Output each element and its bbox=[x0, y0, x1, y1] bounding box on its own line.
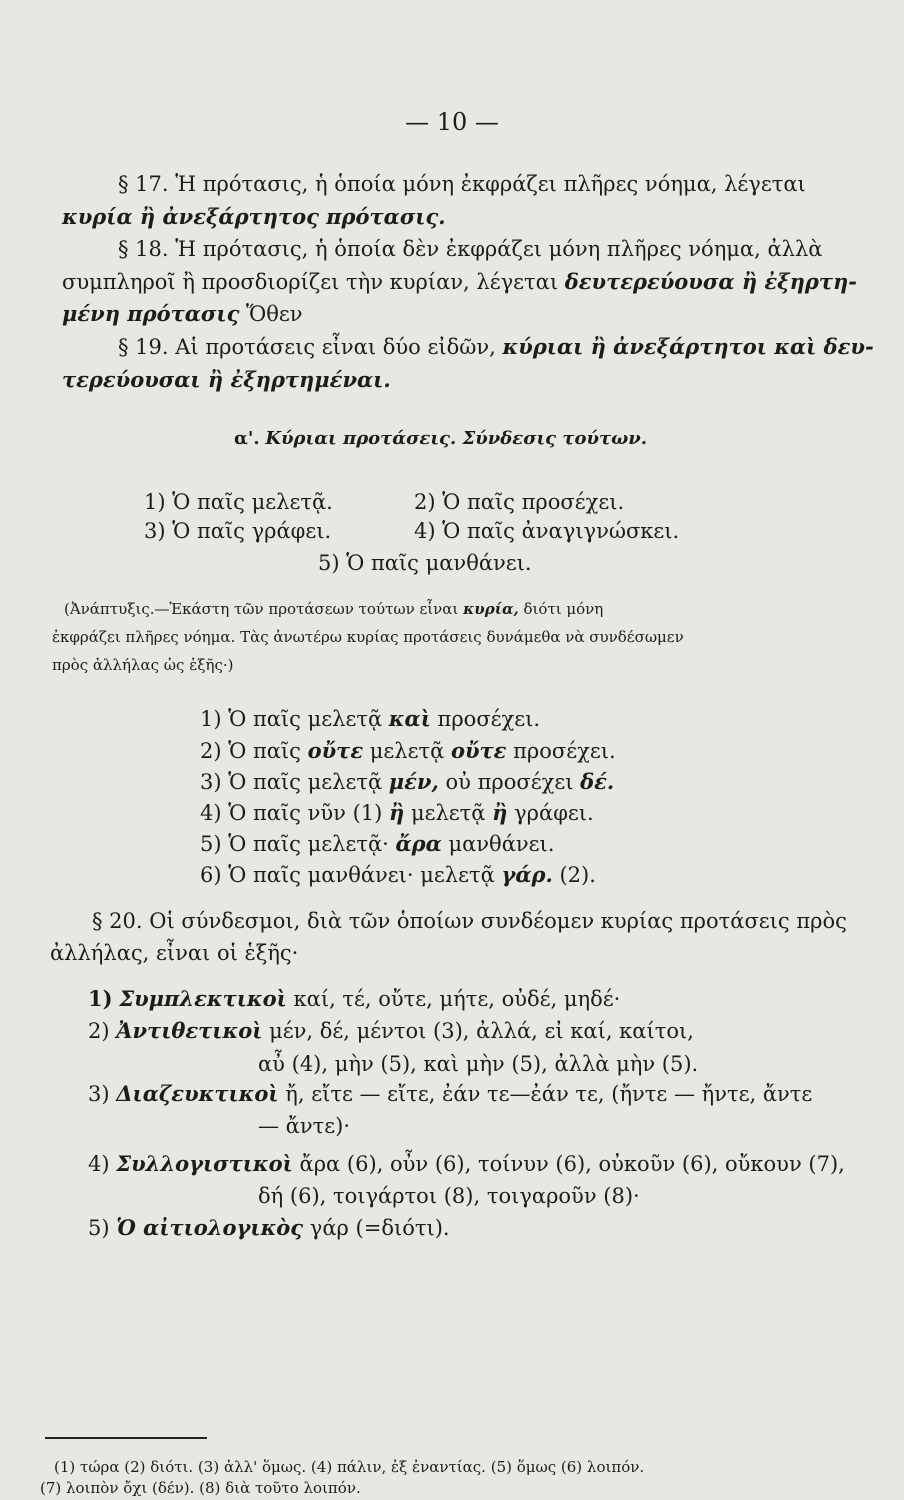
anaptyxis-line1-b: Ἑκάστη τῶν προτάσεων τούτων εἶναι bbox=[169, 600, 459, 618]
anaptyxis-line3: πρὸς ἀλλήλας ὡς ἑξῆς·) bbox=[52, 656, 234, 674]
combined-4-a: 4) Ὁ παῖς νῦν (1) bbox=[200, 801, 389, 825]
combined-1 bbox=[200, 705, 540, 733]
combined-6-c: (2). bbox=[552, 863, 596, 887]
conj-3-text: ἤ, εἴτε — εἴτε, ἐάν τε—ἐάν τε, (ἤντε — ἤντε, ἄντε bbox=[285, 1082, 813, 1106]
conj-5-num: 5) bbox=[88, 1216, 110, 1240]
example-1: 1) Ὁ παῖς μελετᾷ. bbox=[144, 490, 333, 514]
combined-3 bbox=[200, 768, 614, 796]
conj-5 bbox=[88, 1214, 450, 1242]
combined-6 bbox=[200, 861, 596, 889]
section-heading-prefix: α'. bbox=[234, 428, 260, 449]
conj-3-name: Διαζευκτικοὶ bbox=[116, 1081, 279, 1106]
conj-1-text: καί, τέ, οὔτε, μήτε, οὐδέ, μηδέ· bbox=[293, 987, 621, 1011]
footnote-rule bbox=[45, 1437, 207, 1439]
anaptyxis-line1-bold: κυρία, bbox=[463, 600, 519, 618]
combined-2-e: προσέχει. bbox=[506, 739, 616, 763]
conj-5-text: γάρ (=διότι). bbox=[309, 1216, 450, 1240]
conj-5-name: Ὁ αἰτιολογικὸς bbox=[116, 1215, 304, 1240]
conj-2-num: 2) bbox=[88, 1019, 110, 1043]
par18-line2-plain: συμπληροῖ ἢ προσδιορίζει τὴν κυρίαν, λέγεται bbox=[62, 270, 559, 294]
par17-line2: κυρία ἢ ἀνεξάρτητος πρότασις. bbox=[62, 204, 446, 229]
example-5: 5) Ὁ παῖς μανθάνει. bbox=[318, 551, 532, 575]
conj-3 bbox=[88, 1080, 812, 1108]
par18-line2 bbox=[62, 268, 857, 296]
par18-line3 bbox=[62, 300, 303, 328]
combined-4-c: μελετᾷ bbox=[404, 801, 493, 825]
combined-4-d: ἢ bbox=[492, 800, 508, 825]
combined-2-d: οὔτε bbox=[450, 738, 507, 763]
conj-1-num: 1) bbox=[88, 986, 113, 1011]
page-number: — 10 — bbox=[405, 108, 499, 136]
conj-2 bbox=[88, 1017, 694, 1045]
combined-4 bbox=[200, 799, 594, 827]
conj-4 bbox=[88, 1150, 845, 1178]
par17-line1: § 17. Ἡ πρότασις, ἡ ὁποία μόνη ἐκφράζει πλῆρες νόημα, λέγεται bbox=[118, 172, 806, 196]
conj-1-name: Συμπλεκτικοὶ bbox=[119, 986, 287, 1011]
combined-5-a: 5) Ὁ παῖς μελετᾷ· bbox=[200, 832, 396, 856]
combined-6-b: γάρ. bbox=[501, 862, 553, 887]
combined-3-d: δέ. bbox=[580, 769, 615, 794]
combined-2-a: 2) Ὁ παῖς bbox=[200, 739, 308, 763]
par18-line3-bold: μένη πρότασις bbox=[62, 301, 240, 326]
par19-line1-plain: § 19. Αἱ προτάσεις εἶναι δύο εἰδῶν, bbox=[118, 335, 496, 359]
footnote-line1: (1) τώρα (2) διότι. (3) ἀλλ' ὅμως. (4) πάλιν, ἐξ ἐναντίας. (5) ὅμως (6) λοιπόν. bbox=[54, 1458, 645, 1476]
anaptyxis-line1-a: (Ἀνάπτυξις.— bbox=[64, 600, 170, 618]
example-2: 2) Ὁ παῖς προσέχει. bbox=[414, 490, 625, 514]
anaptyxis-line1 bbox=[64, 598, 603, 620]
combined-3-a: 3) Ὁ παῖς μελετᾷ bbox=[200, 770, 389, 794]
combined-2 bbox=[200, 737, 616, 765]
par18-line1: § 18. Ἡ πρότασις, ἡ ὁποία δὲν ἐκφράζει μόνη πλῆρες νόημα, ἀλλὰ bbox=[118, 237, 823, 261]
combined-1-a: 1) Ὁ παῖς μελετᾷ bbox=[200, 707, 389, 731]
anaptyxis-line2: ἐκφράζει πλῆρες νόημα. Τὰς ἀνωτέρω κυρίας προτάσεις δυνάμεθα νὰ συνδέσωμεν bbox=[52, 628, 684, 646]
conj-4-num: 4) bbox=[88, 1152, 110, 1176]
combined-3-b: μέν, bbox=[388, 769, 439, 794]
section-heading-title: Κύριαι προτάσεις. Σύνδεσις τούτων. bbox=[265, 428, 648, 449]
par20-line1: § 20. Οἱ σύνδεσμοι, διὰ τῶν ὁποίων συνδέομεν κυρίας προτάσεις πρὸς bbox=[92, 909, 847, 933]
combined-5-c: μανθάνει. bbox=[441, 832, 555, 856]
conj-3-num: 3) bbox=[88, 1082, 110, 1106]
footnote-line2: (7) λοιπὸν ὄχι (δέν). (8) διὰ τοῦτο λοιπόν. bbox=[40, 1479, 361, 1497]
conj-2-name: Ἀντιθετικοὶ bbox=[116, 1018, 263, 1043]
conj-3-cont: — ἄντε)· bbox=[258, 1114, 350, 1138]
combined-2-b: οὔτε bbox=[307, 738, 364, 763]
par19-line1-bold: κύριαι ἢ ἀνεξάρτητοι καὶ δευ- bbox=[502, 334, 874, 359]
example-4: 4) Ὁ παῖς ἀναγιγνώσκει. bbox=[414, 519, 680, 543]
combined-4-e: γράφει. bbox=[507, 801, 594, 825]
conj-4-text: ἄρα (6), οὖν (6), τοίνυν (6), οὐκοῦν (6), οὔκουν (7), bbox=[299, 1152, 845, 1176]
par19-line2: τερεύουσαι ἢ ἐξηρτημέναι. bbox=[62, 367, 391, 392]
conj-4-name: Συλλογιστικοὶ bbox=[116, 1151, 293, 1176]
conj-2-text: μέν, δέ, μέντοι (3), ἀλλά, εἰ καί, καίτοι, bbox=[269, 1019, 694, 1043]
combined-6-a: 6) Ὁ παῖς μανθάνει· μελετᾷ bbox=[200, 863, 502, 887]
combined-3-c: οὐ προσέχει bbox=[438, 770, 581, 794]
conj-2-cont: αὖ (4), μὴν (5), καὶ μὴν (5), ἀλλὰ μὴν (5). bbox=[258, 1052, 699, 1076]
conj-4-cont: δή (6), τοιγάρτοι (8), τοιγαροῦν (8)· bbox=[258, 1184, 640, 1208]
section-heading bbox=[234, 425, 647, 453]
conj-1 bbox=[88, 985, 620, 1013]
par18-line3-plain: Ὅθεν bbox=[246, 302, 303, 326]
anaptyxis-line1-c: διότι μόνη bbox=[523, 600, 604, 618]
example-3: 3) Ὁ παῖς γράφει. bbox=[144, 519, 332, 543]
combined-2-c: μελετᾷ bbox=[363, 739, 451, 763]
combined-1-b: καὶ bbox=[388, 706, 431, 731]
par20-line2: ἀλλήλας, εἶναι οἱ ἑξῆς· bbox=[50, 941, 299, 965]
combined-5-b: ἄρα bbox=[395, 831, 442, 856]
combined-5 bbox=[200, 830, 554, 858]
combined-1-c: προσέχει. bbox=[430, 707, 541, 731]
par18-line2-bold: δευτερεύουσα ἢ ἐξηρτη- bbox=[564, 269, 857, 294]
combined-4-b: ἢ bbox=[389, 800, 405, 825]
par19-line1 bbox=[118, 333, 874, 361]
